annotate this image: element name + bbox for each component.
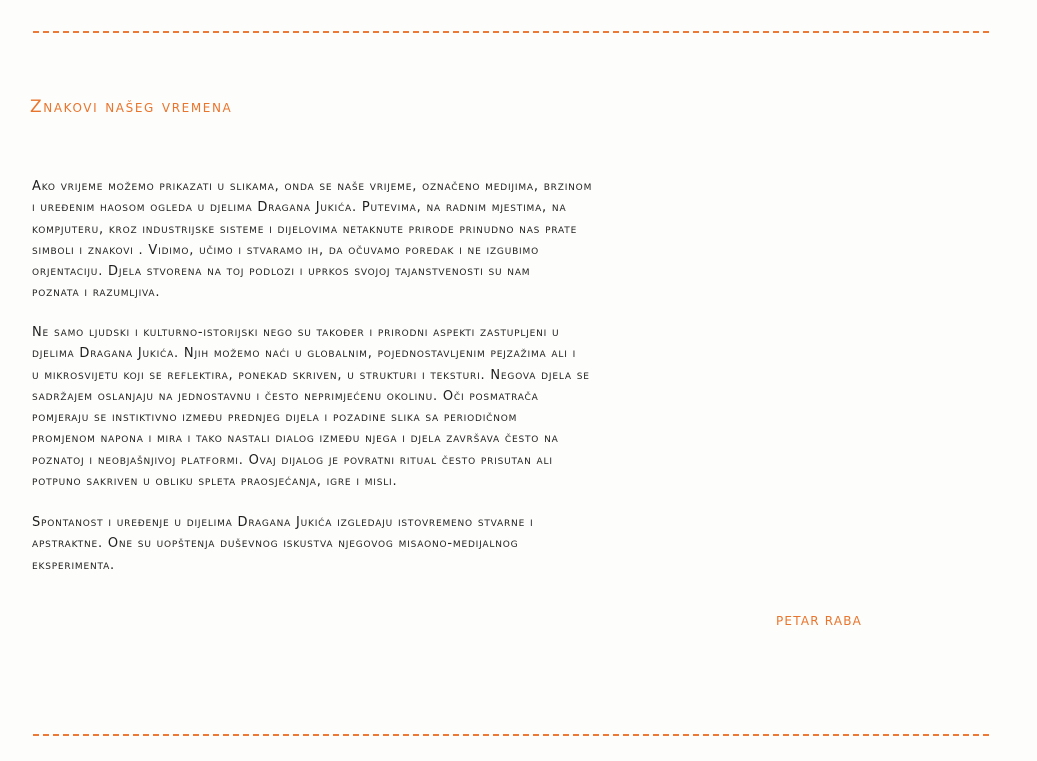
text-line: potpuno sakriven u obliku spleta praosjećanja, igre i misli. <box>32 474 398 490</box>
text-line: djelima Dragana Jukića. Njih možemo naći u globalnim, pojednostavljenim pejzažima ali i <box>32 346 577 362</box>
paragraph-1 <box>32 176 592 304</box>
text-line: orjentaciju. Djela stvorena na toj podlozi i uprkos svojoj tajanstvenosti su nam <box>32 264 531 280</box>
bottom-dashed-rule <box>33 734 989 736</box>
text-line: promjenom napona i mira i tako nastali dialog između njega i djela završava često na <box>32 431 559 447</box>
text-line: pomjeraju se instiktivno između prednjeg dijela i pozadine slika sa periodičnom <box>32 410 518 426</box>
page-title: Znakovi našeg vremena <box>30 97 233 117</box>
text-line: Ako vrijeme možemo prikazati u slikama, onda se naše vrijeme, označeno medijima, brzinom <box>32 179 593 194</box>
text-line: Ne samo ljudski i kulturno-istorijski nego su također i prirodni aspekti zastupljeni u <box>32 325 560 340</box>
text-line: simboli i znakovi . Vidimo, učimo i stvaramo ih, da očuvamo poredak i ne izgubimo <box>32 242 539 258</box>
text-line: poznata i razumljiva. <box>32 285 161 301</box>
paragraph-2 <box>32 322 590 492</box>
text-line: kompjuteru, kroz industrijske sisteme i dijelovima netaknute prirode prinudno nas prate <box>32 221 578 237</box>
paragraph-3 <box>32 512 533 576</box>
text-line: i uređenim haosom ogleda u djelima Dragana Jukića. Putevima, na radnim mjestima, na <box>32 200 567 216</box>
text-line: apstraktne. One su uopštenja duševnog iskustva njegovog misaono-medijalnog <box>32 536 519 552</box>
text-line: eksperimenta. <box>32 557 115 573</box>
text-line: sadržajem oslanjaju na jednostavnu i često neprimjećenu okolinu. Oči posmatrača <box>32 388 539 404</box>
top-dashed-rule <box>33 31 989 33</box>
text-line: u mikrosvijetu koji se reflektira, ponekad skriven, u strukturi i teksturi. Negova djela se <box>32 367 590 383</box>
text-line: Spontanost i uređenje u dijelima Dragana Jukića izgledaju istovremeno stvarne i <box>32 515 534 530</box>
author-signature: PETAR RABA <box>776 614 863 628</box>
text-line: poznatoj i neobjašnjivoj platformi. Ovaj dijalog je povratni ritual često prisutan ali <box>32 452 553 468</box>
